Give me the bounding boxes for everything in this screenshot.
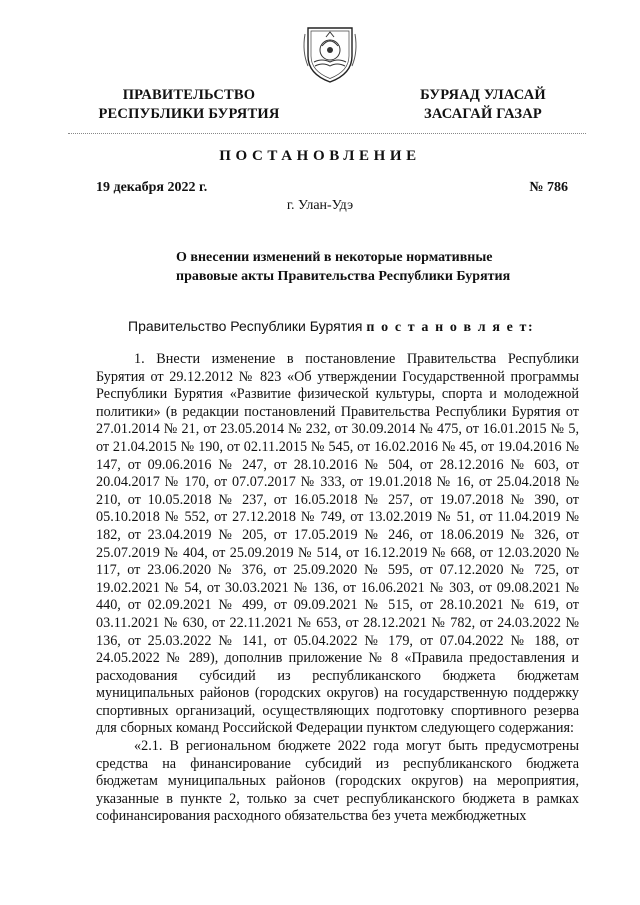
document-title: ПОСТАНОВЛЕНИЕ <box>219 148 421 164</box>
document-city: г. Улан-Удэ <box>286 198 354 213</box>
government-name-russian <box>84 86 294 124</box>
subject-line1: О внесении изменений в некоторые нормативные <box>176 250 493 265</box>
document-subject <box>176 248 510 286</box>
document-body <box>96 351 579 826</box>
paragraph-2: «2.1. В региональном бюджете 2022 года могут быть предусмотрены средства на финансирование субсидий из республиканского бюджета бюджетам муниципальных районов (городских округов) на мероприятия, указанные в пункте 2, только за счет республиканского бюджета в рамках софинансирования расходного обязательства без учета межбюджетных <box>96 738 579 825</box>
paragraph-1: 1. Внести изменение в постановление Правительства Республики Бурятия от 29.12.2012 № 823 «Об утверждении Государственной программы Республики Бурятия «Развитие физической культуры, спорта и молодежной политики» (в редакции постановлений Правительства Республики Бурятия от 27.01.2014 № 21, от 23.05.2014 № 232, от 30.09.2014 № 475, от 16.01.2015 № 5, от 21.04.2015 № 190, от 02.11.2015 № 545, от 16.02.2016 № 45, от 19.04.2016 № 147, от 09.06.2016 № 247, от 28.10.2016 № 504, от 28.12.2016 № 603, от 20.04.2017 № 170, от 07.07.2017 № 333, от 19.01.2018 № 16, от 25.04.2018 № 210, от 10.05.2018 № 237, от 16.05.2018 № 257, от 19.07.2018 № 390, от 05.10.2018 № 552, от 27.12.2018 № 749, от 13.02.2019 № 51, от 11.04.2019 № 182, от 23.04.2019 № 205, от 17.05.2019 № 246, от 18.06.2019 № 326, от 25.07.2019 № 404, от 25.09.2019 № 514, от 16.12.2019 № 668, от 12.03.2020 № 117, от 23.06.2020 № 376, от 25.09.2020 № 595, от 07.12.2020 № 725, от 19.02.2021 № 54, от 30.03.2021 № 136, от 16.06.2021 № 303, от 09.08.2021 № 440, от 02.09.2021 № 499, от 09.09.2021 № 515, от 28.10.2021 № 619, от 03.11.2021 № 630, от 22.11.2021 № 653, от 28.12.2021 № 782, от 24.03.2022 № 136, от 25.03.2022 № 141, от 05.04.2022 № 179, от 07.04.2022 № 188, от 24.05.2022 № 289), дополнив приложение № 8 «Правила предоставления и расходования субсидий из республиканского бюджета бюджетам муниципальных районов (городских округов) на государственную поддержку спортивных организаций, осуществляющих подготовку спортивного резерва для сборных команд Российской Федерации пунктом следующего содержания: <box>96 351 579 737</box>
document-date: 19 декабря 2022 г. <box>96 180 208 195</box>
header-right-line1: БУРЯАД УЛАСАЙ <box>420 87 546 103</box>
preamble <box>128 318 534 336</box>
preamble-bold: п о с т а н о в л я е т: <box>366 320 535 335</box>
buryatia-coat-of-arms-icon <box>300 22 360 84</box>
document-number: № 786 <box>529 180 568 195</box>
header-left-line1: ПРАВИТЕЛЬСТВО <box>122 87 256 103</box>
header-left-line2: РЕСПУБЛИКИ БУРЯТИЯ <box>98 106 280 122</box>
header-divider <box>68 133 586 134</box>
subject-line2: правовые акты Правительства Республики Бурятия <box>176 269 511 284</box>
header-right-line2: ЗАСАГАЙ ГАЗАР <box>424 106 542 122</box>
preamble-text: Правительство Республики Бурятия <box>128 318 367 334</box>
government-name-buryat <box>388 86 578 124</box>
